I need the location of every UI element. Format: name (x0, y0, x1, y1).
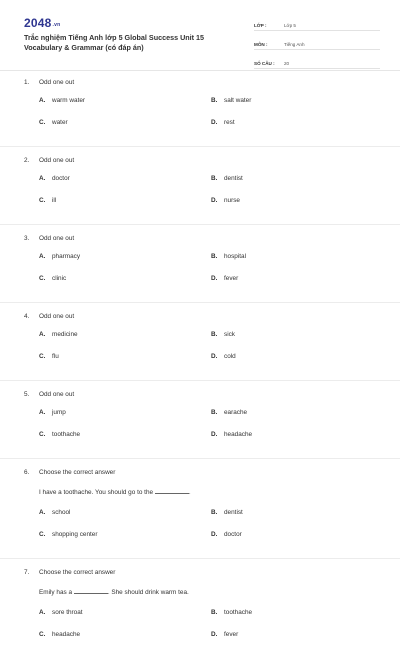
option-letter: A. (39, 97, 46, 104)
answer-options (39, 97, 369, 127)
option-letter: A. (39, 253, 46, 260)
option-text: rest (224, 119, 235, 126)
answer-options (39, 175, 369, 205)
option-a[interactable] (39, 509, 211, 517)
meta-subject (254, 34, 380, 50)
meta-grade (254, 15, 380, 31)
option-c[interactable] (39, 631, 211, 639)
logo-domain: .vn (52, 22, 61, 28)
option-letter: A. (39, 175, 46, 182)
option-a[interactable] (39, 609, 211, 617)
option-text: water (52, 119, 68, 126)
answer-options (39, 253, 369, 283)
option-b[interactable] (211, 175, 369, 183)
question-number: 4. (24, 313, 30, 320)
option-letter: C. (39, 531, 46, 538)
question-3 (0, 235, 400, 303)
question-divider (0, 380, 400, 381)
answer-options (39, 331, 369, 361)
question-number: 3. (24, 235, 30, 242)
option-b[interactable] (211, 609, 369, 617)
site-logo[interactable] (24, 16, 60, 30)
header-divider (0, 70, 400, 71)
question-list (0, 79, 400, 658)
option-letter: D. (211, 353, 218, 360)
option-text: earache (224, 409, 248, 416)
question-number: 5. (24, 391, 30, 398)
answer-options (39, 409, 369, 439)
option-letter: A. (39, 409, 46, 416)
option-letter: B. (211, 331, 218, 338)
option-c[interactable] (39, 531, 211, 539)
option-letter: C. (39, 119, 46, 126)
option-text: fever (224, 631, 239, 638)
option-text: headache (224, 431, 253, 438)
question-divider (0, 302, 400, 303)
option-text: headache (52, 631, 81, 638)
question-4 (0, 313, 400, 381)
option-letter: B. (211, 253, 218, 260)
option-b[interactable] (211, 253, 369, 261)
question-number: 2. (24, 157, 30, 164)
question-divider (0, 458, 400, 459)
option-text: doctor (52, 175, 70, 182)
meta-label: MÔN : (254, 42, 268, 47)
option-d[interactable] (211, 631, 369, 639)
option-letter: D. (211, 431, 218, 438)
meta-value: Tiếng Anh (284, 42, 305, 47)
option-letter: C. (39, 275, 46, 282)
option-text: school (52, 509, 71, 516)
sentence-after: . She should drink warm tea. (107, 589, 189, 596)
option-letter: C. (39, 431, 46, 438)
option-b[interactable] (211, 97, 369, 105)
question-divider (0, 146, 400, 147)
option-d[interactable] (211, 119, 369, 127)
option-text: cold (224, 353, 236, 360)
option-a[interactable] (39, 409, 211, 417)
question-prompt: Odd one out (39, 313, 75, 320)
question-sentence (39, 587, 400, 595)
question-prompt: Odd one out (39, 391, 75, 398)
option-text: warm water (52, 97, 86, 104)
option-a[interactable] (39, 97, 211, 105)
option-text: flu (52, 353, 59, 360)
logo-text: 2048 (24, 16, 52, 30)
question-7 (0, 569, 400, 639)
question-5 (0, 391, 400, 459)
option-letter: D. (211, 197, 218, 204)
option-c[interactable] (39, 119, 211, 127)
option-letter: A. (39, 331, 46, 338)
option-text: salt water (224, 97, 252, 104)
option-text: sick (224, 331, 236, 338)
question-divider (0, 224, 400, 225)
option-text: ill (52, 197, 57, 204)
option-b[interactable] (211, 509, 369, 517)
option-letter: B. (211, 609, 218, 616)
option-d[interactable] (211, 353, 369, 361)
meta-label: LỚP : (254, 23, 267, 28)
option-letter: D. (211, 631, 218, 638)
question-1 (0, 79, 400, 147)
option-letter: B. (211, 97, 218, 104)
option-letter: C. (39, 631, 46, 638)
option-b[interactable] (211, 331, 369, 339)
option-letter: D. (211, 275, 218, 282)
quiz-meta (254, 15, 380, 72)
option-d[interactable] (211, 431, 369, 439)
option-text: clinic (52, 275, 67, 282)
option-a[interactable] (39, 175, 211, 183)
question-2 (0, 157, 400, 225)
sentence-after: . (188, 489, 191, 496)
option-text: toothache (52, 431, 81, 438)
question-prompt: Odd one out (39, 235, 75, 242)
option-letter: D. (211, 531, 218, 538)
option-d[interactable] (211, 197, 369, 205)
option-text: shopping center (52, 531, 98, 538)
option-b[interactable] (211, 409, 369, 417)
option-text: toothache (224, 609, 253, 616)
option-letter: A. (39, 609, 46, 616)
option-letter: B. (211, 409, 218, 416)
meta-value: 20 (284, 61, 290, 66)
option-letter: C. (39, 353, 46, 360)
option-letter: C. (39, 197, 46, 204)
question-prompt: Odd one out (39, 79, 75, 86)
option-letter: B. (211, 509, 218, 516)
answer-blank (155, 487, 189, 494)
option-text: dentist (224, 509, 243, 516)
option-text: sore throat (52, 609, 83, 616)
option-text: dentist (224, 175, 243, 182)
question-number: 7. (24, 569, 30, 576)
option-letter: D. (211, 119, 218, 126)
option-c[interactable] (39, 353, 211, 361)
option-d[interactable] (211, 531, 369, 539)
option-text: medicine (52, 331, 78, 338)
question-number: 6. (24, 469, 30, 476)
option-letter: A. (39, 509, 46, 516)
option-text: jump (52, 409, 66, 416)
meta-value: Lớp 5 (284, 23, 296, 28)
sentence-before: I have a toothache. You should go to the (39, 489, 154, 496)
answer-options (39, 609, 369, 639)
meta-label: SỐ CÂU : (254, 61, 275, 66)
option-text: nurse (224, 197, 240, 204)
option-c[interactable] (39, 431, 211, 439)
answer-options (39, 509, 369, 539)
meta-question-count (254, 53, 380, 69)
question-prompt: Choose the correct answer (39, 469, 116, 476)
question-divider (0, 558, 400, 559)
question-number: 1. (24, 79, 30, 86)
sentence-before: Emily has a (39, 589, 73, 596)
option-d[interactable] (211, 275, 369, 283)
option-text: hospital (224, 253, 247, 260)
option-letter: B. (211, 175, 218, 182)
question-6 (0, 469, 400, 559)
option-text: doctor (224, 531, 242, 538)
option-c[interactable] (39, 275, 211, 283)
option-text: fever (224, 275, 239, 282)
quiz-title: Trắc nghiệm Tiếng Anh lớp 5 Global Success Unit 15 Vocabulary & Grammar (có đáp án) (24, 33, 205, 52)
option-text: pharmacy (52, 253, 81, 260)
option-a[interactable] (39, 253, 211, 261)
answer-blank (74, 587, 108, 594)
question-prompt: Odd one out (39, 157, 75, 164)
option-a[interactable] (39, 331, 211, 339)
question-sentence (39, 487, 400, 495)
question-prompt: Choose the correct answer (39, 569, 116, 576)
option-c[interactable] (39, 197, 211, 205)
